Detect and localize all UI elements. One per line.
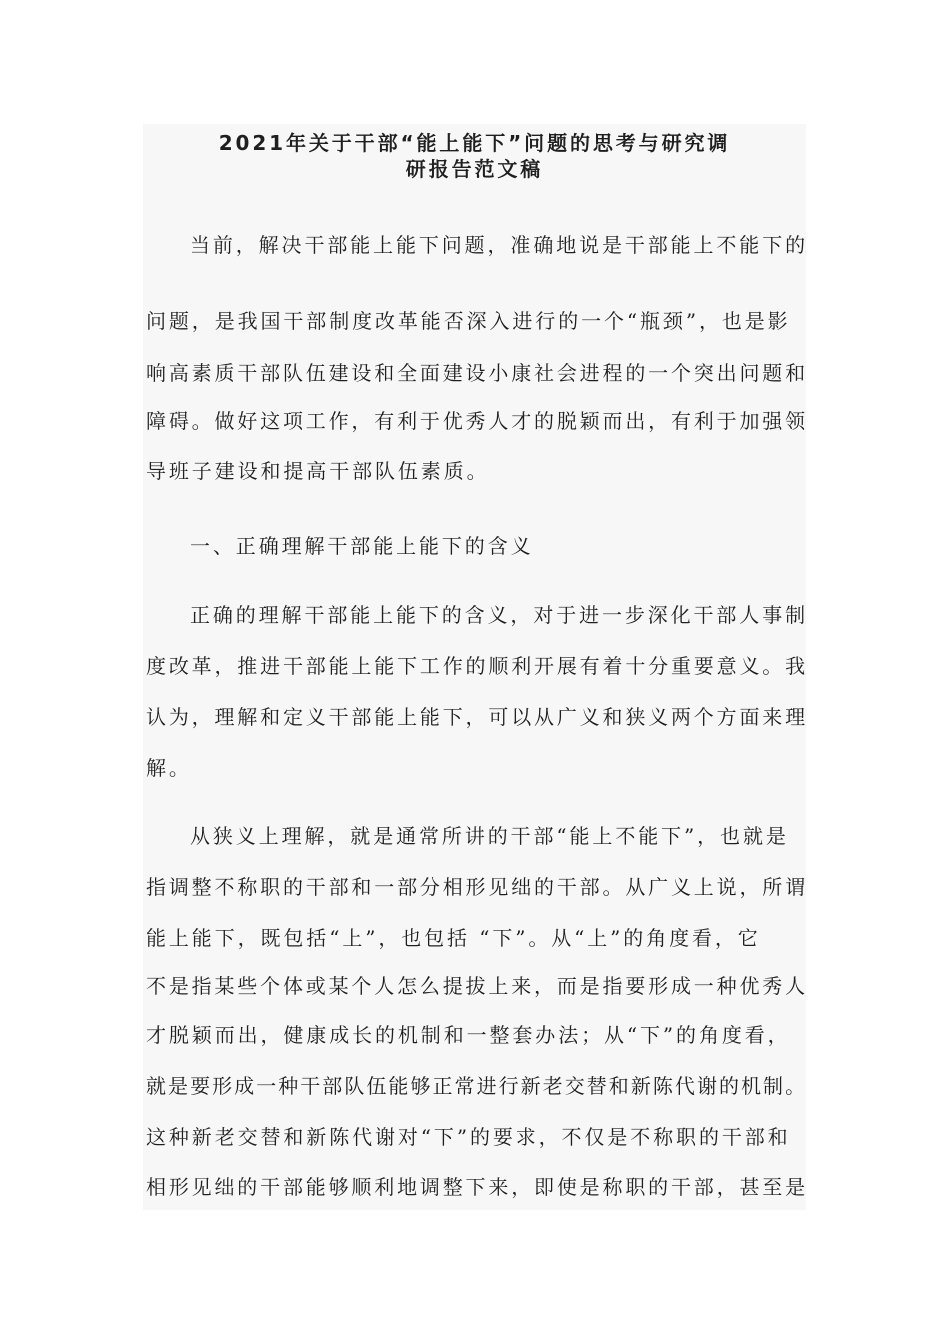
paragraph-line: 障碍。做好这项工作，有利于优秀人才的脱颖而出，有利于加强领 [146,409,808,433]
paragraph-line: 响高素质干部队伍建设和全面建设小康社会进程的一个突出问题和 [146,361,808,385]
paragraph-line: 认为，理解和定义干部能上能下，可以从广义和狭义两个方面来理 [146,705,808,729]
paragraph-line: 才脱颖而出，健康成长的机制和一整套办法；从“下”的角度看， [146,1023,791,1047]
paragraph-line: 相形见绌的干部能够顺利地调整下来，即使是称职的干部，甚至是 [146,1175,808,1199]
document-title [143,130,806,182]
paragraph-line: 当前，解决干部能上能下问题，准确地说是干部能上不能下的 [190,233,808,257]
paragraph-line: 解。 [146,756,192,780]
paragraph-line: 能上能下，既包括“上”，也包括 “下”。从“上”的角度看，它 [146,926,761,950]
paragraph-line: 问题，是我国干部制度改革能否深入进行的一个“瓶颈”，也是影 [146,309,791,333]
title-line-2: 研报告范文稿 [405,157,544,181]
paragraph-line: 正确的理解干部能上能下的含义，对于进一步深化干部人事制 [190,603,808,627]
paragraph-line: 这种新老交替和新陈代谢对“下”的要求，不仅是不称职的干部和 [146,1125,791,1149]
section-heading-text: 一、正确理解干部能上能下的含义 [190,534,534,558]
paragraph-line: 不是指某些个体或某个人怎么提拔上来，而是指要形成一种优秀人 [146,974,808,998]
title-line-1: 2021年关于干部“能上能下”问题的思考与研究调 [218,131,731,155]
paragraph-line: 导班子建设和提高干部队伍素质。 [146,459,490,483]
paragraph-line: 指调整不称职的干部和一部分相形见绌的干部。从广义上说，所谓 [146,875,808,899]
paragraph-line: 度改革，推进干部能上能下工作的顺利开展有着十分重要意义。我 [146,654,808,678]
paragraph-line: 从狭义上理解，就是通常所讲的干部“能上不能下”，也就是 [190,824,789,848]
paragraph-line: 就是要形成一种干部队伍能够正常进行新老交替和新陈代谢的机制。 [146,1074,808,1098]
